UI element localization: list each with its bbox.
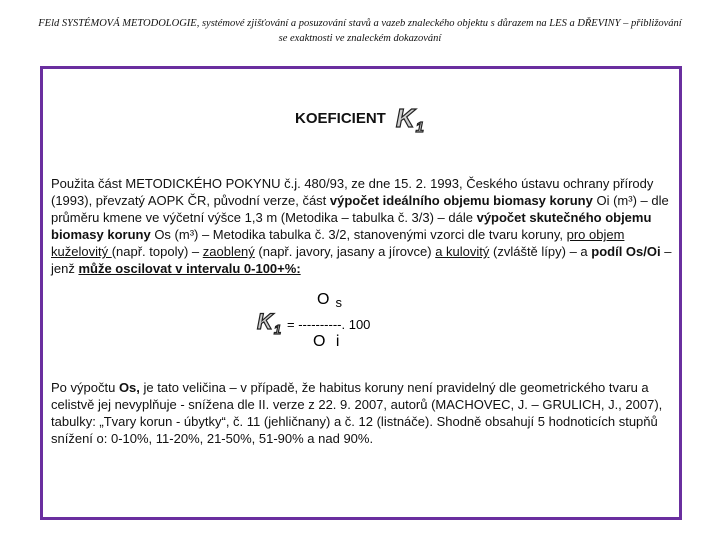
reduction-paragraph xyxy=(51,379,677,447)
underline-run: pro objem kuželovitý xyxy=(51,227,625,259)
text-run: – jenž xyxy=(51,244,672,276)
formula-k1-symbol xyxy=(257,309,281,335)
formula-k-letter: K xyxy=(257,309,273,334)
method-paragraph xyxy=(51,175,677,277)
bold-underline-run: může oscilovat v intervalu 0-100+%: xyxy=(78,261,301,276)
text-run: (zvláště lípy) – a xyxy=(489,244,592,259)
k-letter: K xyxy=(395,102,415,133)
k-subscript: 1 xyxy=(415,118,424,136)
k1-formula xyxy=(257,291,457,357)
text-run: Os (m³) – Metodika tabulka č. 3/2, stanovenými vzorci dle tvaru koruny, xyxy=(150,227,567,242)
text-run: (např. topoly) – xyxy=(111,244,203,259)
bold-run: výpočet ideálního objemu biomasy koruny xyxy=(329,193,593,208)
slide-title xyxy=(295,102,424,136)
formula-denominator: O i xyxy=(313,333,343,350)
formula-fraction-line: = ----------. 100 xyxy=(287,317,371,332)
formula-numerator xyxy=(317,291,345,309)
bold-run: výpočet skutečného objemu biomasy koruny xyxy=(51,210,652,242)
header-line-1: FEld SYSTÉMOVÁ METODOLOGIE, systémové zjišťování a posuzování stavů a vazeb znaleckého objektu s důrazem na LES a DŘEVINY – přibližování xyxy=(38,18,682,29)
formula-k-subscript: 1 xyxy=(273,322,282,337)
numerator-subscript: s xyxy=(335,295,345,310)
bold-run: podíl Os/Oi xyxy=(591,244,661,259)
text-run: Po výpočtu xyxy=(51,380,119,395)
underline-run: zaoblený xyxy=(202,244,255,259)
content-frame xyxy=(40,66,682,520)
bold-run: Os, xyxy=(118,380,140,395)
header-line-2: se exaktnosti ve znaleckém dokazování xyxy=(278,33,442,44)
text-run: Použita část METODICKÉHO POKYNU č.j. 480/93, ze dne 15. 2. 1993, Českého ústavu ochrany přírody (1993), převzatý AOPK ČR, původní verze, část xyxy=(51,176,654,208)
underline-run: a kulovitý xyxy=(435,244,490,259)
k1-symbol xyxy=(396,103,424,134)
title-text: KOEFICIENT xyxy=(295,109,386,127)
text-run: (např. javory, jasany a jírovce) xyxy=(254,244,436,259)
text-run: Oi (m³) – dle průměru kmene ve výčetní výšce 1,3 m (Metodika – tabulka č. 3/3) – dále xyxy=(51,193,669,225)
text-run: je tato veličina – v případě, že habitus koruny není pravidelný dle geometrického tvaru a celistvě jej nevyplňuje - snížena dle II. verze z 22. 9. 2007, autorů (MACHOVEC, J. – GRULICH, J., 2007), tabulky: „Tvary korun - úbytky“, č. 11 (jehličnany) a č. 12 (listnáče). Shodně obsahují 5 hodnoticích stupňů snížení o: 0-10%, 11-20%, 21-50%, 51-90% a nad 90%. xyxy=(51,380,663,446)
slide-header xyxy=(10,16,710,46)
numerator-letter: O xyxy=(317,291,333,308)
